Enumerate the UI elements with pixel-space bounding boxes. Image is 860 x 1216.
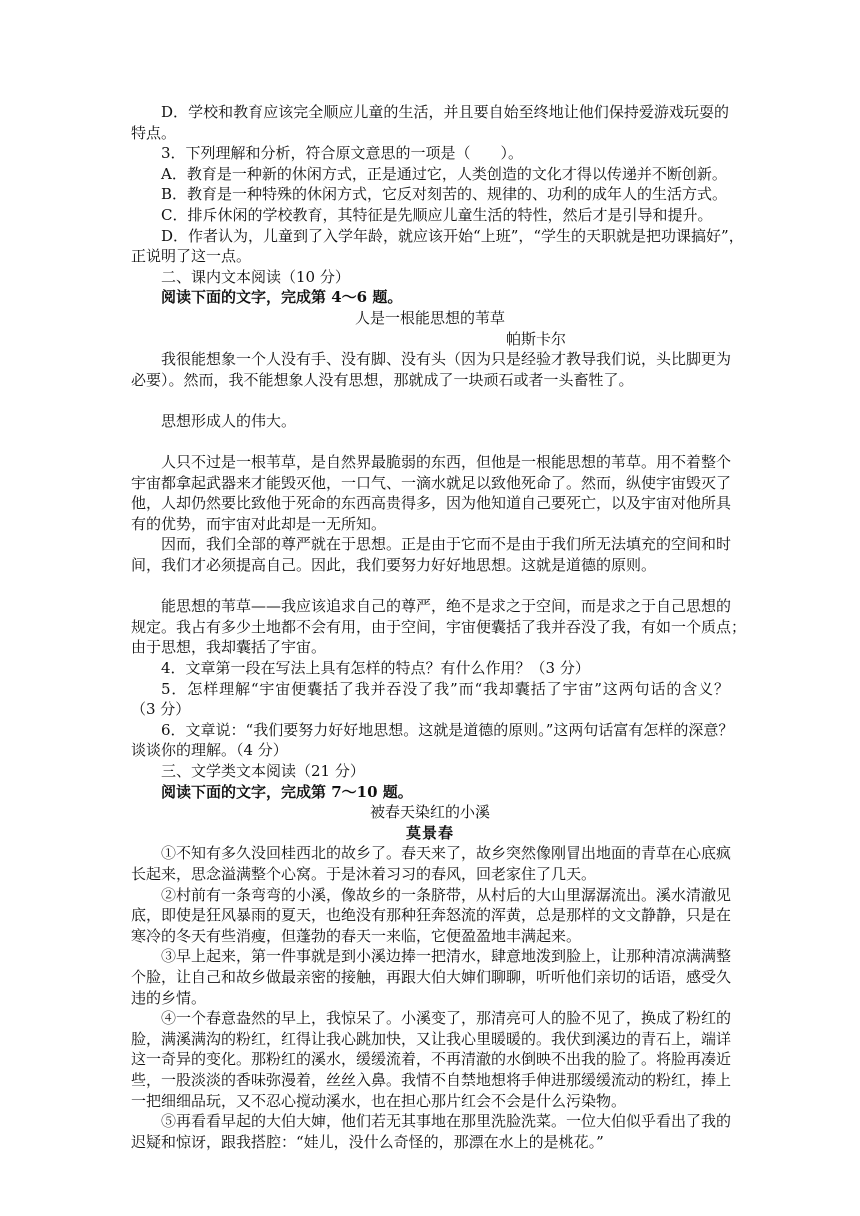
q3-option-d-line1: D．作者认为，儿童到了入学年龄，就应该开始“上班”，“学生的天职就是把功课搞好”， [161,226,744,245]
essay-p3-line1: 人只不过是一根苇草，是自然界最脆弱的东西，但他是一根能思想的苇草。用不着整个 [161,453,732,472]
story-p5-line1: ⑤再看看早起的大伯大婶，他们若无其事地在那里洗脸洗菜。一位大伯似乎看出了我的 [161,1112,732,1131]
q3-option-b: B．教育是一种特殊的休闲方式，它反对刻苦的、规律的、功利的成年人的生活方式。 [161,185,728,204]
essay-p3-line2: 宇宙都拿起武器来才能毁灭他，一口气、一滴水就足以致他死命了。然而，纵使宇宙毁灭了 [131,473,732,492]
section-2-heading: 二、课内文本阅读（10 分） [161,267,350,286]
essay-author: 帕斯卡尔 [505,329,566,348]
story-p4-line3: 这一奇异的变化。那粉红的溪水，缓缓流着，不再清澈的水倒映不出我的脸了。将脸再凑近 [131,1050,732,1069]
story-p4-line4: 些，一股淡淡的香味弥漫着，丝丝入鼻。我情不自禁地想将手伸进那缓缓流动的粉红，捧上 [131,1070,732,1089]
story-p2-line2: 底，即使是狂风暴雨的夏天，也绝没有那种狂奔怒流的浑黄，总是那样的文文静静，只是在 [131,906,732,925]
story-p2-line3: 寒冷的冬天有些消瘦，但蓬勃的春天一来临，它便盈盈地丰满起来。 [131,926,582,945]
document-page [131,102,747,1152]
essay-p1-line2: 必要）。然而，我不能想象人没有思想，那就成了一块顽石或者一头畜牲了。 [131,370,634,389]
essay-p4-line1: 因而，我们全部的尊严就在于思想。正是由于它而不是由于我们所无法填充的空间和时 [161,535,732,554]
q2-option-d-line2: 特点。 [131,123,177,142]
q3-option-c: C．排斥休闲的学校教育，其特征是先顺应儿童生活的特性，然后才是引导和提升。 [161,205,713,224]
story-author: 莫景春 [405,823,454,842]
essay-p4-line2: 间，我们才必须提高自己。因此，我们要努力好好地思想。这就是道德的原则。 [131,556,657,575]
essay-p5-line1: 能思想的苇草——我应该追求自己的尊严，绝不是求之于空间，而是求之于自己思想的 [161,597,732,616]
essay-p5-line2: 规定。我占有多少土地都不会有用，由于空间，宇宙便囊括了我并吞没了我，有如一个质点； [131,617,747,636]
story-p1-line1: ①不知有多久没回桂西北的故乡了。春天来了，故乡突然像刚冒出地面的青草在心底疯 [161,844,732,863]
question-4: 4．文章第一段在写法上具有怎样的特点？有什么作用？（3 分） [161,659,590,678]
essay-p2: 思想形成人的伟大。 [161,411,297,430]
question-5-line1: 5．怎样理解“宇宙便囊括了我并吞没了我”而“我却囊括了宇宙”这两句话的含义？ [161,679,729,698]
q3-option-d-line2: 正说明了这一点。 [131,247,252,266]
story-p3-line2: 个脸，让自己和故乡做最亲密的接触，再跟大伯大婶们聊聊，听听他们亲切的话语，感受久 [131,967,732,986]
essay-title: 人是一根能思想的苇草 [354,308,505,327]
question-6-line2: 谈谈你的理解。（4 分） [131,741,288,760]
story-p1-line2: 长起来，思念溢满整个心窝。于是沐着习习的春风，回老家住了几天。 [131,864,597,883]
question-6-line1: 6．文章说：“我们要努力好好地思想。这就是道德的原则。”这两句话富有怎样的深意？ [161,720,734,739]
section-2-instruction: 阅读下面的文字，完成第 4～6 题。 [161,288,403,307]
story-p3-line1: ③早上起来，第一件事就是到小溪边捧一把清水，肆意地泼到脸上，让那种清凉满满整 [161,947,732,966]
story-p4-line2: 脸，满溪满沟的粉红，红得让我心跳加快，又让我心里暖暖的。我伏到溪边的青石上，端详 [131,1029,732,1048]
section-3-instruction: 阅读下面的文字，完成第 7～10 题。 [161,782,413,801]
essay-p1-line1: 我很能想象一个人没有手、没有脚、没有头（因为只是经验才教导我们说，头比脚更为 [161,350,732,369]
essay-p3-line3: 他，人却仍然要比致他于死命的东西高贵得多，因为他知道自己要死亡，以及宇宙对他所具 [131,494,732,513]
q3-option-a: A．教育是一种新的休闲方式，正是通过它，人类创造的文化才得以传递并不断创新。 [161,164,727,183]
story-p3-line3: 违的乡情。 [131,988,207,1007]
essay-p3-line4: 有的优势，而宇宙对此却是一无所知。 [131,514,387,533]
q2-option-d-line1: D．学校和教育应该完全顺应儿童的生活，并且要自始至终地让他们保持爱游戏玩耍的 [161,103,729,121]
question-3: 3．下列理解和分析，符合原文意思的一项是（ ）。 [161,144,524,163]
story-p2-line1: ②村前有一条弯弯的小溪，像故乡的一条脐带，从村后的大山里潺潺流出。溪水清澈见 [161,885,732,904]
story-p5-line2: 迟疑和惊讶，跟我搭腔：“娃儿，没什么奇怪的，那漂在水上的是桃花。” [131,1132,604,1151]
story-p4-line5: 一把细细品玩，又不忍心搅动溪水，也在担心那片红会不会是什么污染物。 [131,1091,627,1110]
essay-p5-line3: 由于思想，我却囊括了宇宙。 [131,638,327,657]
question-5-line2: （3 分） [131,700,191,719]
story-title: 被春天染红的小溪 [369,803,490,822]
section-3-heading: 三、文学类文本阅读（21 分） [161,762,365,780]
story-p4-line1: ④一个春意盎然的早上，我惊呆了。小溪变了，那清亮可人的脸不见了，换成了粉红的 [161,1009,732,1028]
